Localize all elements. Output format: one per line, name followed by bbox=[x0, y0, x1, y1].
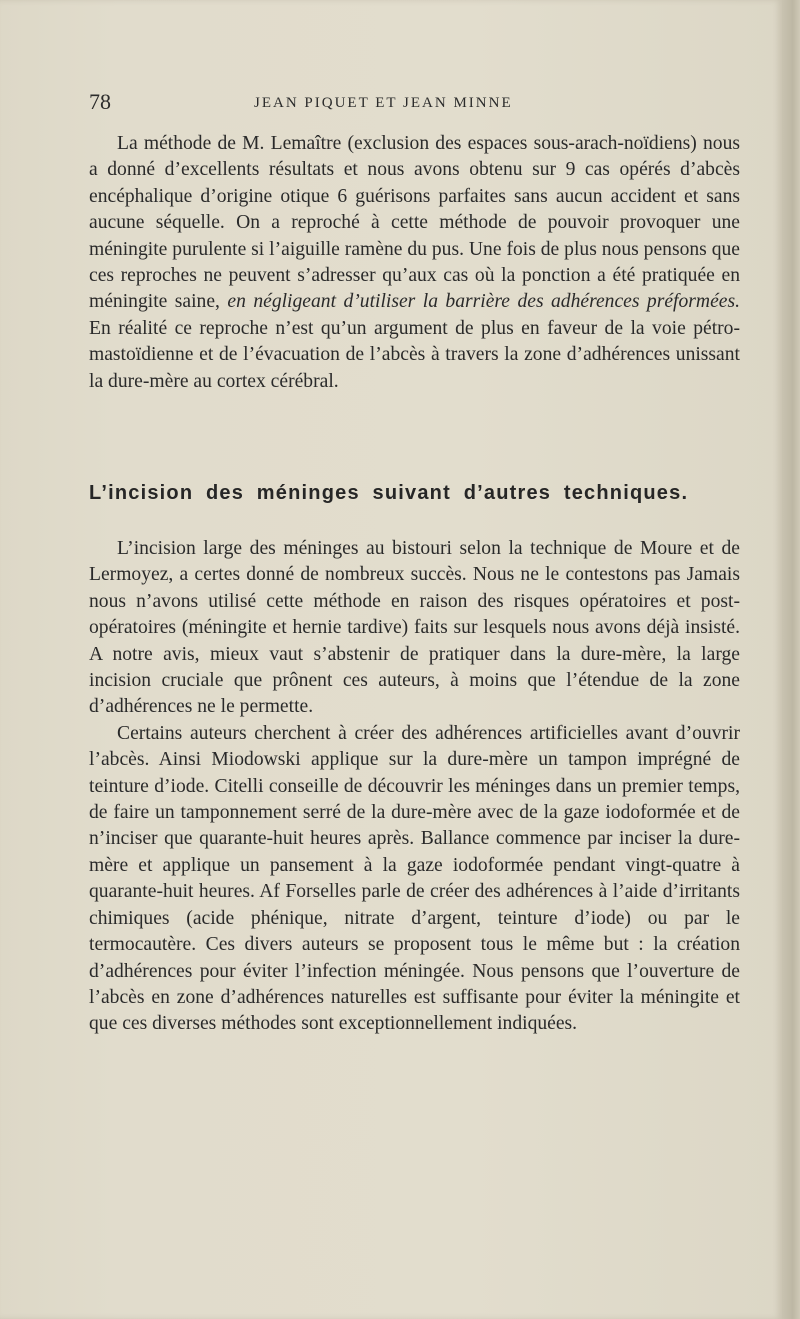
paragraph-1-text-end: En réalité ce reproche n’est qu’un argument de plus en faveur de la voie pétro-mastoïdienne et de l’évacuation de l’abcès à travers la zone d’adhérences unissant la dure-mère au cortex cérébral. bbox=[89, 317, 740, 392]
page-number: 78 bbox=[89, 89, 111, 114]
body-text-bottom bbox=[89, 536, 740, 1038]
body-text-top bbox=[89, 131, 740, 395]
running-head: JEAN PIQUET ET JEAN MINNE bbox=[254, 95, 513, 111]
paragraph-artificial-adhesions: Certains auteurs cherchent à créer des adhérences artificielles avant d’ouvrir l’abcès. Ainsi Miodowski applique sur la dure-mère un tampon imprégné de teinture d’iode. Citelli conseille de découvrir les méninges dans un premier temps, de faire un tamponnement serré de la dure-mère avec de la gaze iodoformée et de n’inciser que quarante-huit heures après. Ballance commence par inciser la dure-mère et applique un pansement à la gaze iodoformée pendant vingt-quatre à quarante-huit heures. Af Forselles parle de créer des adhérences à l’aide d’irritants chimiques (acide phénique, nitrate d’argent, teinture d’iode) ou par le termocautère. Ces divers auteurs se proposent tous le même but : la création d’adhérences pour éviter l’infection méningée. Nous pensons que l’ouverture de l’abcès en zone d’adhérences naturelles est suffisante pour éviter la méningite et que ces diverses méthodes sont exceptionnellement indiquées. bbox=[89, 722, 740, 1035]
paragraph-1-text: La méthode de M. Lemaître (exclusion des espaces sous-arach-noïdiens) nous a donné d’excellents résultats et nous avons obtenu sur 9 cas opérés d’abcès encéphalique d’origine otique 6 guérisons parfaites sans aucun accident et sans aucune séquelle. On a reproché à cette méthode de pouvoir provoquer une méningite purulente si l’aiguille ramène du pus. Une fois de plus nous pensons que ces reproches ne peuvent s’adresser qu’aux cas où la ponction a été pratiquée en méningite saine, bbox=[89, 133, 740, 313]
paragraph-1-italic: en négligeant d’utiliser la barrière des adhérences préformées. bbox=[227, 291, 740, 313]
paragraph-lemaitre-method bbox=[89, 131, 740, 395]
section-heading: L’incision des méninges suivant d’autres techniques. bbox=[89, 482, 689, 504]
page-header bbox=[89, 88, 740, 118]
page-edge bbox=[782, 0, 800, 1319]
paragraph-incision: L’incision large des méninges au bistouri selon la technique de Moure et de Lermoyez, a certes donné de nombreux succès. Nous ne le contestons pas Jamais nous n’avons utilisé cette méthode en raison des risques opératoires et post-opératoires (méningite et hernie tardive) faits sur lesquels nous avons déjà insisté. A notre avis, mieux vaut s’abstenir de pratiquer dans la dure-mère, la large incision cruciale que prônent ces auteurs, à moins que l’étendue de la zone d’adhérences ne le permette. bbox=[89, 538, 740, 718]
